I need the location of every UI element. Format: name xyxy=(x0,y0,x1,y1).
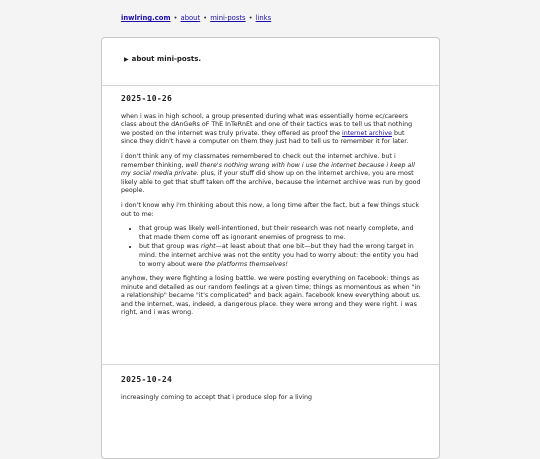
bullet-list xyxy=(121,225,421,269)
list-item: • that group was likely well-intentioned, but their research was not nearly complete, and that made them come off as ignorant enemies of progress to me. xyxy=(139,225,421,242)
divider xyxy=(102,85,439,86)
disclosure-triangle-icon: ▶ xyxy=(124,56,129,63)
mini-posts-card xyxy=(101,37,440,459)
nav-link-mini-posts[interactable]: mini-posts xyxy=(210,14,246,22)
paragraph-text: when i was in high school, a group presented during what was essentially home ec/careers class about the dAnGeRs oF ThE InTeRnEt and one of their tactics was to tell us that nothing we posted on the internet was truly private. they offered as proof the xyxy=(121,112,413,137)
post-2025-10-26 xyxy=(121,95,421,324)
post-date: 2025-10-26 xyxy=(121,94,173,103)
post-paragraph xyxy=(121,113,421,147)
nav-separator: • xyxy=(248,14,253,22)
about-mini-posts-toggle[interactable] xyxy=(124,55,201,64)
top-nav xyxy=(121,14,271,23)
emphasis-text: right xyxy=(200,243,216,251)
nav-separator: • xyxy=(173,14,178,22)
paragraph-text: but that group was xyxy=(139,243,201,251)
nav-link-about[interactable]: about xyxy=(180,14,201,22)
emphasis-text: well there's nothing wrong with how i use the internet because i keep all my social media private. xyxy=(121,161,415,178)
site-home-link[interactable]: inwlring.com xyxy=(121,14,171,22)
post-paragraph: i don't know why i'm thinking about this now, a long time after the fact, but a few things stuck out to me: xyxy=(121,201,419,218)
divider xyxy=(102,364,439,365)
nav-separator: • xyxy=(203,14,208,22)
paragraph-text: but since they didn't have a computer on them they just had to tell us to remember it for later. xyxy=(121,129,409,146)
paragraph-text: i don't think any of my classmates remembered to check out the internet archive. but i remember thinking, xyxy=(121,152,396,169)
about-mini-posts-label: about mini-posts. xyxy=(131,55,202,63)
post-date: 2025-10-24 xyxy=(121,375,173,384)
post-2025-10-24 xyxy=(121,376,421,408)
paragraph-text: —at least about that one bit—but they had the wrong target in mind. the internet archive was not the entity you had to worry about: the entity you had to worry about were xyxy=(139,243,419,268)
list-item xyxy=(139,243,421,269)
post-paragraph xyxy=(121,153,421,196)
nav-link-links[interactable]: links xyxy=(255,14,272,22)
paragraph-text: plus, if your stuff did show up on the internet archive, you are most likely able to get that stuff taken off the archive, because the internet archive was run by good people. xyxy=(121,170,421,195)
emphasis-text: the platforms themselves! xyxy=(204,260,288,268)
post-paragraph: anyhow, they were fighting a losing battle. we were posting everything on facebook: things as minute and detailed as our random feelings at a given time; things as momentous as when "in a relationship" became "it's complicated" and back again. facebook knew everything about us. and the internet, was, indeed, a dangerous place. they were wrong and they were right. i was right, and i was wrong. xyxy=(121,275,421,317)
post-paragraph: increasingly coming to accept that i produce slop for a living xyxy=(121,393,313,401)
internet-archive-link[interactable]: internet archive xyxy=(341,129,392,137)
